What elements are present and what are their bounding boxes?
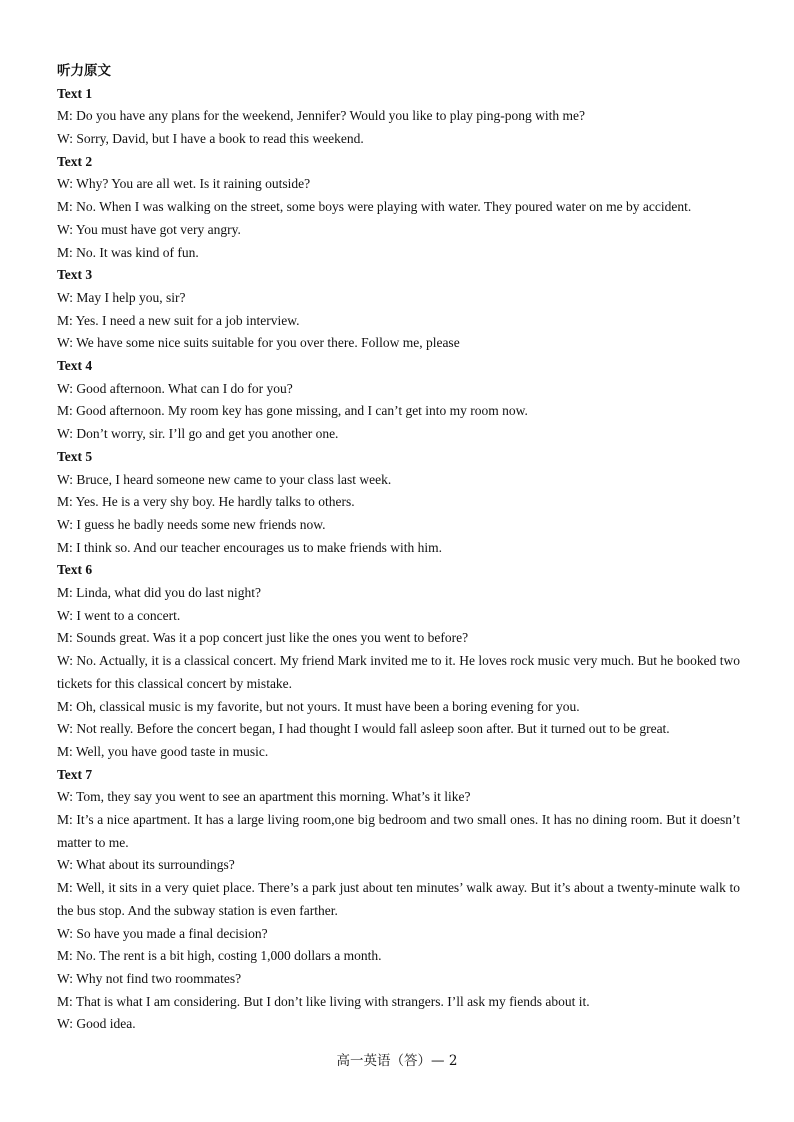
dialogue-line: W: We have some nice suits suitable for you over there. Follow me, please [57,335,460,351]
dialogue-line: W: No. Actually, it is a classical concert. My friend Mark invited me to it. He loves rock music very much. But he booked two tickets for this classical concert by mistake. [57,653,740,691]
section-heading: Text 6 [57,562,93,578]
transcript-sections [57,83,740,1036]
dialogue-line: M: Well, you have good taste in music. [57,743,269,759]
dialogue-line: M: That is what I am considering. But I don’t like living with strangers. I’ll ask my fiends about it. [57,993,590,1009]
dialogue-line: W: Why? You are all wet. Is it raining outside? [57,176,311,192]
transcript-section [57,559,740,763]
dialogue-line: W: You must have got very angry. [57,221,241,237]
dialogue-line: W: Good afternoon. What can I do for you? [57,380,293,396]
dialogue-line: M: Good afternoon. My room key has gone missing, and I can’t get into my room now. [57,403,528,419]
section-heading: Text 2 [57,153,93,169]
dialogue-line: M: No. It was kind of fun. [57,244,199,260]
dialogue-line: M: I think so. And our teacher encourages us to make friends with him. [57,539,443,555]
document-title: 听力原文 [57,63,111,79]
dialogue-line: M: It’s a nice apartment. It has a large living room,one big bedroom and two small ones. It has no dining room. But it doesn’t matter to me. [57,812,740,850]
dialogue-line: M: No. The rent is a bit high, costing 1,000 dollars a month. [57,948,382,964]
document-page [57,60,740,1036]
dialogue-line: W: May I help you, sir? [57,289,186,305]
dialogue-line: M: Yes. He is a very shy boy. He hardly talks to others. [57,494,355,510]
dialogue-line: W: I went to a concert. [57,607,181,623]
dialogue-line: M: Well, it sits in a very quiet place. There’s a park just about ten minutes’ walk away. But it’s about a twenty-minute walk to the bus stop. And the subway station is even farther. [57,880,740,918]
dialogue-line: W: Tom, they say you went to see an apartment this morning. What’s it like? [57,789,471,805]
transcript-section [57,151,740,265]
section-heading: Text 4 [57,358,93,374]
dialogue-line: W: What about its surroundings? [57,857,235,873]
dialogue-line: W: Good idea. [57,1016,136,1032]
section-heading: Text 5 [57,448,93,464]
dialogue-line: W: Sorry, David, but I have a book to read this weekend. [57,131,364,147]
dialogue-line: W: I guess he badly needs some new friends now. [57,516,326,532]
section-heading: Text 7 [57,766,93,782]
dialogue-line: M: No. When I was walking on the street, some boys were playing with water. They poured water on me by accident. [57,199,692,215]
transcript-section [57,83,740,151]
transcript-section [57,355,740,446]
dialogue-line: W: So have you made a final decision? [57,925,268,941]
dialogue-line: M: Sounds great. Was it a pop concert just like the ones you went to before? [57,630,469,646]
dialogue-line: W: Don’t worry, sir. I’ll go and get you another one. [57,426,339,442]
dialogue-line: M: Yes. I need a new suit for a job interview. [57,312,300,328]
dialogue-line: M: Do you have any plans for the weekend, Jennifer? Would you like to play ping-pong with me? [57,108,586,124]
section-heading: Text 3 [57,267,93,283]
transcript-section [57,764,740,1036]
dialogue-line: M: Oh, classical music is my favorite, but not yours. It must have been a boring evening for you. [57,698,580,714]
transcript-section [57,446,740,560]
dialogue-line: W: Bruce, I heard someone new came to your class last week. [57,471,392,487]
dialogue-line: M: Linda, what did you do last night? [57,585,261,601]
dialogue-line: W: Not really. Before the concert began, I had thought I would fall asleep soon after. But it turned out to be great. [57,721,670,737]
page-footer: 高一英语（答）— 2 [336,1053,458,1069]
section-heading: Text 1 [57,85,93,101]
transcript-section [57,264,740,355]
dialogue-line: W: Why not find two roommates? [57,971,242,986]
